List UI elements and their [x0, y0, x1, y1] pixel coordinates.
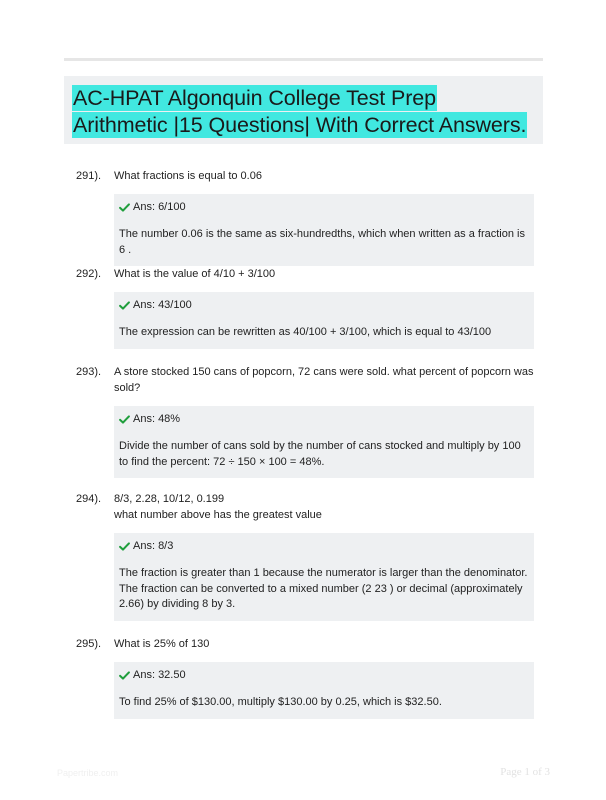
question-text: What fractions is equal to 0.06: [114, 170, 262, 182]
answer-explanation: The expression can be rewritten as 40/100 + 3/100, which is equal to 43/100: [119, 326, 492, 338]
answer-box: [114, 533, 534, 621]
check-icon: [119, 414, 130, 425]
top-divider: [64, 58, 543, 61]
question-number: 292).: [76, 268, 102, 280]
title-banner: [64, 76, 543, 144]
question-block-291: [64, 168, 543, 266]
question-block-294: [64, 491, 543, 621]
question-text: What is 25% of 130: [114, 638, 210, 650]
question-text: What is the value of 4/10 + 3/100: [114, 268, 276, 280]
answer-text: Ans: 43/100: [133, 299, 192, 311]
question-block-293: [64, 364, 543, 478]
answer-explanation: To find 25% of $130.00, multiply $130.00 by 0.25, which is $32.50.: [119, 696, 442, 708]
check-icon: [119, 541, 130, 552]
answer-explanation: Divide the number of cans sold by the number of cans stocked and multiply by 100 to find the percent: 72 ÷ 150 × 100 = 48%.: [119, 440, 521, 468]
question-number: 295).: [76, 638, 102, 650]
answer-line: [119, 411, 530, 427]
question-values: 8/3, 2.28, 10/12, 0.199: [114, 493, 225, 505]
answer-text: Ans: 32.50: [133, 669, 186, 681]
answer-text: Ans: 48%: [133, 413, 181, 425]
document-title: AC-HPAT Algonquin College Test Prep Arithmetic |15 Questions| With Correct Answers.: [73, 86, 527, 137]
answer-line: [119, 667, 530, 683]
question-text: [114, 491, 534, 523]
answer-box: [114, 662, 534, 719]
answer-explanation: The number 0.06 is the same as six-hundredths, which when written as a fraction is 6 .: [119, 228, 525, 256]
answer-box: [114, 406, 534, 478]
page-indicator: Page 1 of 3: [500, 766, 550, 778]
answer-line: [119, 199, 530, 215]
answer-line: [119, 538, 530, 554]
answer-explanation: The fraction is greater than 1 because the numerator is larger than the denominator. The fraction can be converted to a mixed number (2 23 ) or decimal (approximately 2.66) by dividing 8 by 3.: [119, 567, 528, 610]
check-icon: [119, 300, 130, 311]
question-prompt: what number above has the greatest value: [114, 509, 322, 521]
question-text: A store stocked 150 cans of popcorn, 72 cans were sold. what percent of popcorn was sold?: [114, 366, 534, 394]
footer-watermark: Papertribe.com: [57, 768, 119, 778]
question-number: 291).: [76, 170, 102, 182]
answer-line: [119, 297, 530, 313]
question-number: 294).: [76, 493, 102, 505]
answer-text: Ans: 8/3: [133, 540, 174, 552]
check-icon: [119, 202, 130, 213]
question-number: 293).: [76, 366, 102, 378]
answer-box: [114, 194, 534, 266]
answer-box: [114, 292, 534, 349]
answer-text: Ans: 6/100: [133, 201, 186, 213]
check-icon: [119, 670, 130, 681]
question-block-292: [64, 266, 543, 349]
question-block-295: [64, 636, 543, 719]
